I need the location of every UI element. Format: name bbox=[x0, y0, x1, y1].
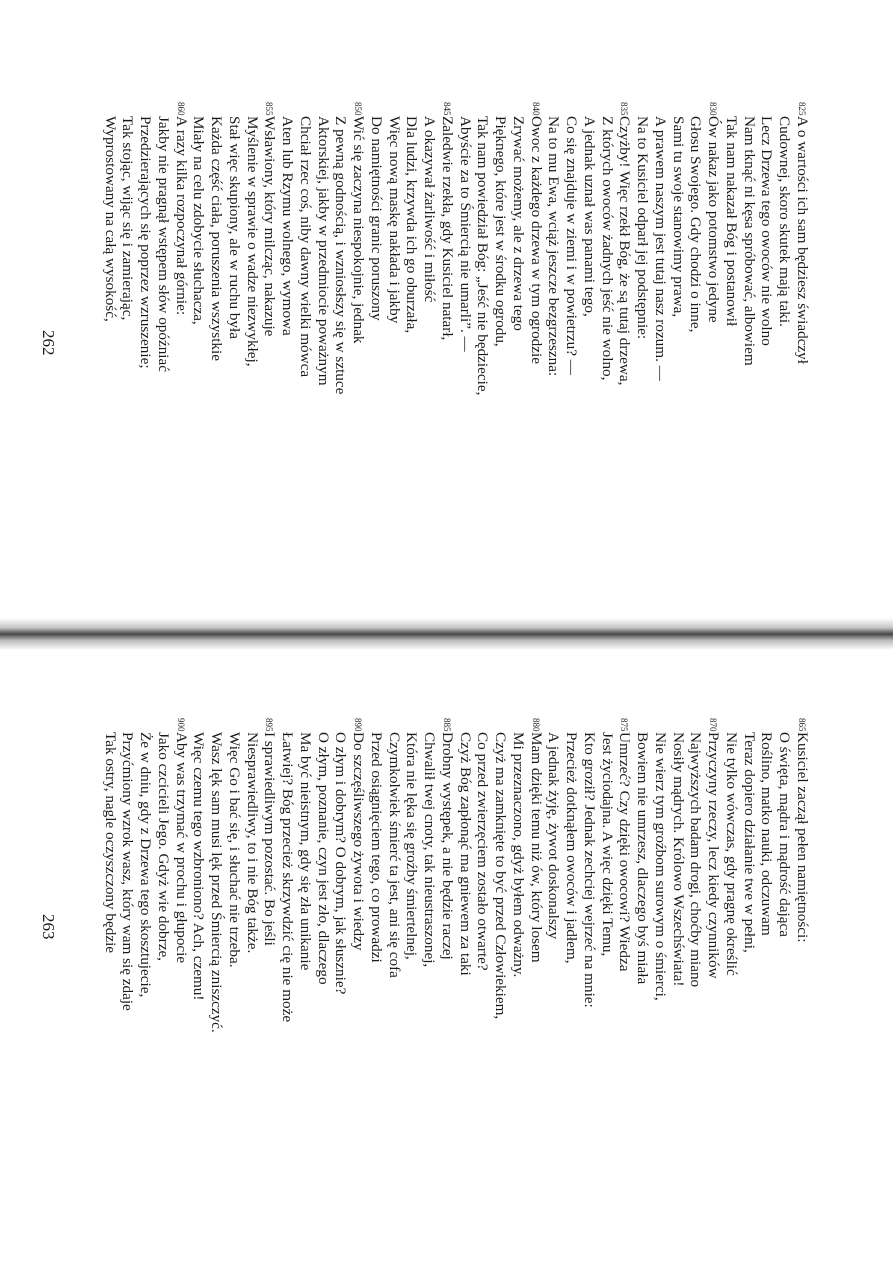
verse-line: Bowiem nie umrzesz, dlaczego byś miała bbox=[634, 732, 652, 985]
verse-line: Przecież dotknąłem owoców i jadłem, bbox=[563, 732, 581, 964]
line-number: 835 bbox=[619, 102, 630, 116]
verse-line: Ma być nieistnym, gdy się zła unikanie bbox=[297, 732, 314, 971]
line-number: 865 bbox=[797, 718, 807, 732]
verse-line: Głosu Swojego. Gdy chodzi o inne, bbox=[687, 116, 705, 333]
verse-line: Do szczęśliwszego żywota i wiedzy bbox=[350, 732, 368, 951]
verse-line: Cudownej, skoro skutek mają taki. bbox=[776, 116, 794, 327]
verse-line: A jednak żyję, żywot doskonalszy bbox=[545, 732, 563, 940]
line-number: 855 bbox=[264, 102, 275, 116]
line-number: 895 bbox=[264, 718, 275, 732]
page-number-right: 263 bbox=[39, 914, 58, 940]
book-gutter-shadow bbox=[0, 618, 893, 650]
verse-line: Przyćmiony wzrok wasz, który wam się zdaje bbox=[119, 732, 137, 1011]
verse-line: Nie wierz tym groźbom surowym o śmierci, bbox=[652, 732, 669, 1001]
verse-line: Łatwiej? Bóg przecież skrzywdzić cię nie może bbox=[279, 732, 297, 1023]
page-number-left: 262 bbox=[39, 330, 58, 356]
verse-line: Czyż ma zamknięte to być przed Człowiekiem, bbox=[492, 732, 510, 1020]
verse-line: Miały na celu zdobycie słuchacza, bbox=[190, 116, 208, 325]
verse-line: Mi przeznaczono, gdyż byłem odważny. bbox=[510, 732, 527, 978]
verse-line: Myślenie w sprawie o wadze niezwykłej, bbox=[243, 116, 261, 367]
verse-line: Przed osiągnięciem tego, co prowadzi bbox=[368, 732, 385, 963]
verse-line: Najwyższych badam drogi, choćby miano bbox=[687, 732, 705, 988]
verse-line: A o wartości ich sam będziesz świadczył bbox=[794, 116, 811, 364]
verse-line: Na to Kusiciel odparł jej podstępnie: bbox=[634, 116, 652, 340]
verse-line: Chciał rzec coś, niby dawny wielki mówca bbox=[297, 116, 314, 378]
verse-line: Każda część ciała, poruszenia wszystkie bbox=[208, 116, 226, 361]
verse-line: Czyżby! Więc rzekł Bóg, że są tutaj drzewa, bbox=[616, 116, 634, 386]
verse-line: Aktorskiej, jakby w przedmiocie poważnym bbox=[314, 116, 332, 386]
verse-line: Z pewną godnością, i wzniosłszy się w sztuce bbox=[332, 116, 350, 395]
verse-line: Zrywać możemy, ale z drzewa tego bbox=[510, 116, 527, 331]
line-number: 880 bbox=[530, 718, 541, 732]
verse-line: Niesprawiedliwy, to i nie Bóg także. bbox=[243, 732, 261, 954]
verse-line: Drobny występek, a nie będzie raczej bbox=[439, 732, 456, 960]
line-number: 845 bbox=[442, 102, 452, 116]
verse-line: Czyż Bóg zapłonąć ma gniewem za taki bbox=[456, 732, 474, 976]
verse-line: Tak nam nakazał Bóg i postanowił bbox=[723, 116, 740, 327]
line-number: 860 bbox=[175, 102, 186, 116]
verse-line: Która nie lęka się groźby śmiertelnej, bbox=[403, 732, 421, 960]
verse-line: Pięknego, które jest w środku ogrodu, bbox=[492, 116, 510, 347]
verse-line: Wasz lęk sam musi lęk przed Śmiercią zniszczyć. bbox=[208, 732, 226, 1033]
verse-line: Co się znajduje w ziemi i w powietrzu? — bbox=[563, 116, 581, 375]
verse-line: Że w dniu, gdy z Drzewa tego skosztujecie, bbox=[137, 732, 155, 998]
left-page bbox=[32, 102, 812, 606]
right-page bbox=[32, 718, 812, 1232]
verse-line: Tak ostry, nagle oczyszczony będzie bbox=[101, 732, 119, 954]
verse-line: Więc Go i bać się, i słuchać nie trzeba. bbox=[226, 732, 243, 968]
verse-line: Stał więc skupiony, ale w ruchu była bbox=[226, 116, 243, 339]
verse-line: Owoc z każdego drzewa w tym ogrodzie bbox=[527, 116, 545, 364]
line-number: 830 bbox=[708, 102, 719, 116]
verse-line: Kto groził? Jednak zechciej wejrzeć na mnie: bbox=[581, 732, 598, 1008]
verse-line: Do namiętności granic poruszony bbox=[368, 116, 385, 321]
verse-line: Jakby nie pragnął wstępem słów opóźniać bbox=[155, 116, 172, 373]
line-number: 900 bbox=[175, 718, 186, 732]
verse-line: Więc nową maskę nakłada i jakby bbox=[385, 116, 403, 324]
line-number: 825 bbox=[797, 102, 807, 116]
verse-line: Wyprostowany na całą wysokość, bbox=[101, 116, 119, 322]
line-number: 875 bbox=[619, 718, 630, 732]
verse-line: Czymkolwiek śmierć ta jest, ani się cofa bbox=[385, 732, 403, 978]
verse-line: Teraz dopiero działanie twe w pełni, bbox=[740, 732, 758, 953]
verse-line: Więc czemu tego wzbroniono? Ach, czemu! bbox=[190, 732, 208, 1001]
verse-line: A prawem naszym jest tutaj nasz rozum. — bbox=[652, 116, 669, 381]
verse-line: Jako czcicieli Jego. Gdyż wie dobrze, bbox=[155, 732, 172, 961]
verse-line: Zaledwie rzekła, gdy Kusiciel natarł, bbox=[439, 116, 456, 341]
line-number: 885 bbox=[442, 718, 452, 732]
verse-line: Ów nakaz jako potomstwo jedyne bbox=[705, 116, 723, 323]
verse-line: A razy kilka rozpoczynał górnie: bbox=[172, 116, 190, 316]
verse-line: Aten lub Rzymu wolnego, wymowa bbox=[279, 116, 297, 336]
verse-line: Przyczyny rzeczy, lecz kiedy czynników bbox=[705, 732, 723, 979]
verse-line: Co przed zwierzęciem zostało otwarte? bbox=[474, 732, 492, 971]
verse-line: Tak stojąc, wijąc się i zamierając, bbox=[119, 116, 137, 321]
verse-line: Na to mu Ewa, wciąż jeszcze bezgrzeszna: bbox=[545, 116, 563, 377]
verse-line: I sprawiedliwym pozostać. Bo jeśli bbox=[261, 732, 279, 946]
verse-line: Chwalił twej cnoty, tak nieustraszonej, bbox=[421, 732, 439, 968]
verse-line: Sami tu swoje stanowimy prawa, bbox=[669, 116, 687, 318]
verse-line: Wić się zaczyna niespokojnie, jednak bbox=[350, 116, 368, 344]
verse-line: Przedzierających się poprzez wzruszenie; bbox=[137, 116, 155, 369]
verse-line: Roślino, matko nauki, odczuwam bbox=[758, 732, 776, 936]
verse-line: Nam tknąć ni kęsa spróbować, albowiem bbox=[740, 116, 758, 366]
verse-line: Z których owoców żadnych jeść nie wolno, bbox=[598, 116, 616, 381]
verse-line: O złym, poznanie, czyn jest zło, dlaczego bbox=[314, 732, 332, 985]
verse-line: Wsławiony, który milcząc, nakazuje bbox=[261, 116, 279, 337]
verse-line: Jest życiodajna. A więc dzięki Temu, bbox=[598, 732, 616, 957]
verse-line: Lecz Drzewa tego owoców nie wolno bbox=[758, 116, 776, 346]
verse-line: Aby was trzymać w prochu i głupocie bbox=[172, 732, 190, 964]
verse-line: O złym i dobrym? O dobrym, jak słusznie? bbox=[332, 732, 350, 995]
verse-line: Dla ludzi, krzywda ich go oburzała, bbox=[403, 116, 421, 334]
verse-line: Umrzeć? Czy dzięki owocowi? Wiedza bbox=[616, 732, 634, 972]
verse-line: Abyście za to Śmiercią nie umarli”. — bbox=[456, 116, 474, 352]
verse-line: A jednak uznał was panami tego, bbox=[581, 116, 598, 317]
verse-line: A okazywał żarliwość i miłość bbox=[421, 116, 439, 303]
verse-line: Mam dzięki temu niż ów, który losem bbox=[527, 732, 545, 963]
line-number: 850 bbox=[353, 102, 364, 116]
line-number: 870 bbox=[708, 718, 719, 732]
verse-line: Tak nam powiedział Bóg: „Jeść nie będziecie, bbox=[474, 116, 492, 396]
verse-line: Nosiły mądrych. Królowo Wszechświata! bbox=[669, 732, 687, 987]
line-number: 890 bbox=[353, 718, 364, 732]
verse-line: Kusiciel zaczął pełen namiętności: bbox=[794, 732, 811, 943]
line-number: 840 bbox=[530, 102, 541, 116]
verse-line: Nie tylko wówczas, gdy pragnę określić bbox=[723, 732, 740, 976]
verse-line: O święta, mądra i mądrość dająca bbox=[776, 732, 794, 937]
